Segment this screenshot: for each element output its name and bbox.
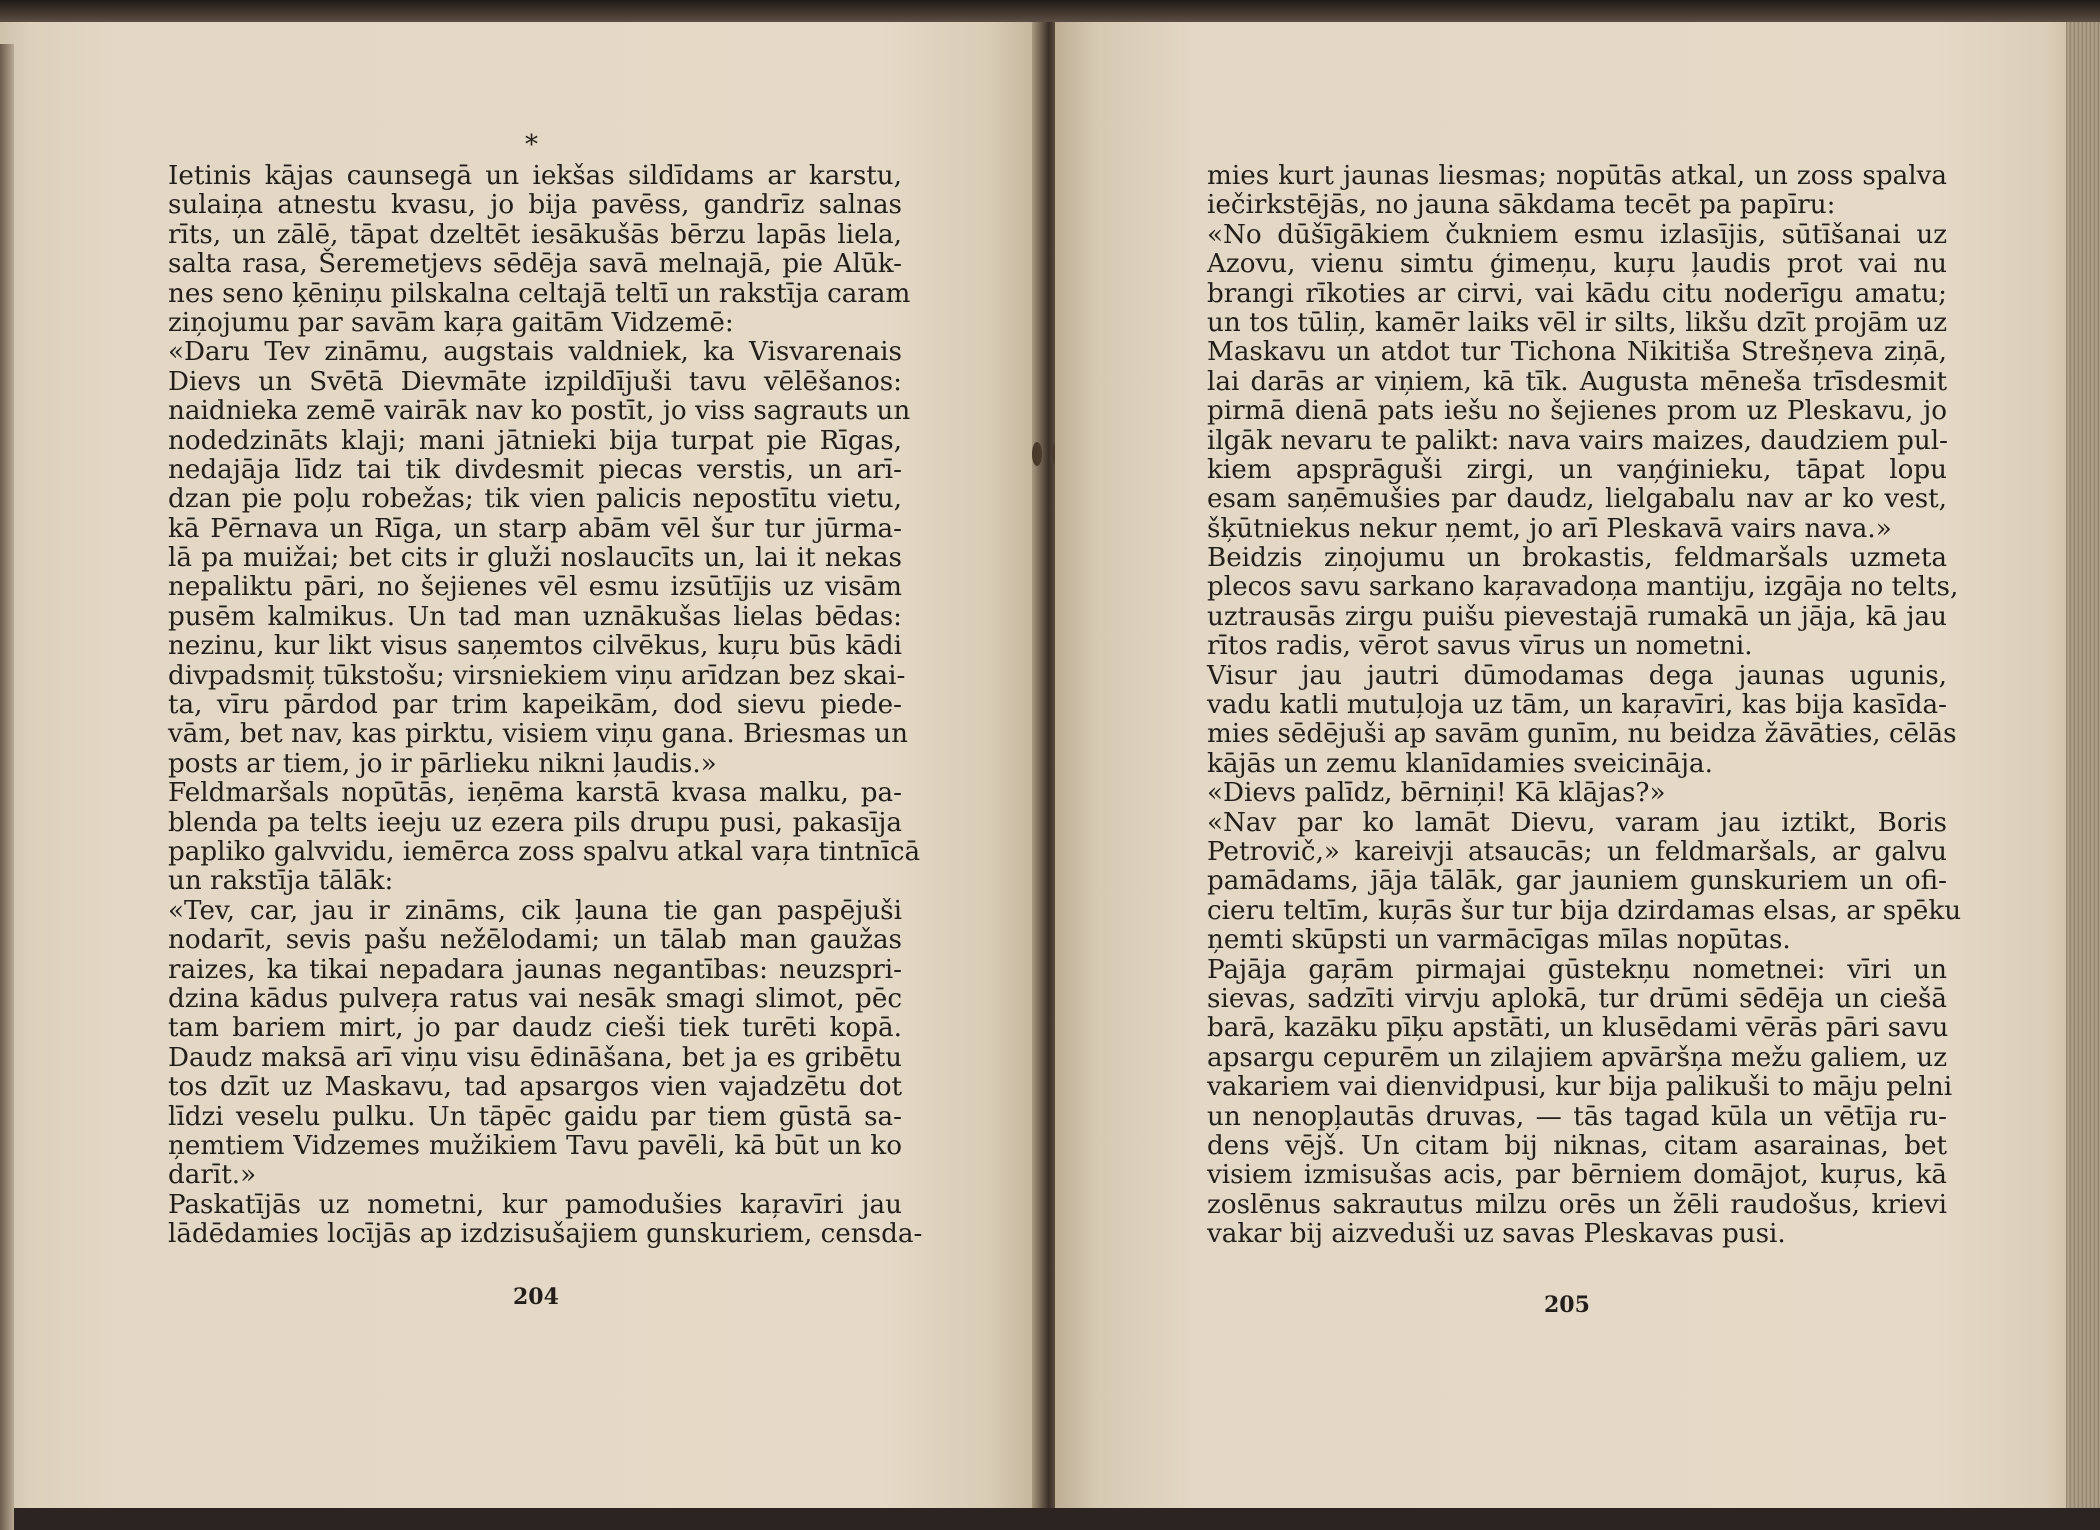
text-line: Visur jau jautri dūmodamas dega jaunas ugunis, bbox=[1207, 660, 1947, 691]
text-line: papliko galvvidu, iemērca zoss spalvu atkal vaŗa tintnīcā bbox=[168, 836, 921, 867]
text-line: Maskavu un atdot tur Tichona Nikitiša Strešņeva ziņā, bbox=[1207, 337, 1947, 368]
text-line: «Nav par ko lamāt Dievu, varam jau iztikt, Boris bbox=[1207, 807, 1947, 838]
right-page-text bbox=[1207, 161, 1962, 1250]
text-line: lā pa muižai; bet cits ir gluži noslaucīts un, lai it nekas bbox=[168, 543, 902, 574]
text-line: dzan pie poļu robežas; tik vien palicis nepostītu vietu, bbox=[168, 484, 902, 515]
text-line: nezinu, kur likt visus saņemtos cilvēkus, kuŗu būs kādi bbox=[168, 631, 902, 662]
text-line: šķūtniekus nekur ņemt, jo arī Pleskavā vairs nava.» bbox=[1207, 513, 1892, 544]
text-line: brangi rīkoties ar cirvi, vai kādu citu noderīgu amatu; bbox=[1207, 278, 1947, 309]
text-line: ņemtiem Vidzemes mužikiem Tavu pavēli, kā būt un ko bbox=[168, 1130, 902, 1161]
text-line: nes seno ķēniņu pilskalna celtajā teltī un rakstīja caram bbox=[168, 278, 911, 309]
right-page bbox=[1055, 22, 2100, 1508]
text-line: ilgāk nevaru te palikt: nava vairs maizes, daudziem pul- bbox=[1207, 425, 1948, 456]
text-line: «No dūšīgākiem čukniem esmu izlasījis, sūtīšanai uz bbox=[1207, 219, 1947, 250]
text-line: mies kurt jaunas liesmas; nopūtās atkal, un zoss spalva bbox=[1207, 161, 1947, 191]
text-line: mies sēdējuši ap savām gunīm, nu beidza žāvāties, cēlās bbox=[1207, 719, 1957, 750]
text-line: blenda pa telts ieeju uz ezera pils drupu pusi, pakasīja bbox=[168, 807, 902, 838]
text-line: pamādams, jāja tālāk, gar jauniem gunskuriem un ofi- bbox=[1207, 866, 1947, 897]
text-line: nodarīt, sevis pašu nežēlodami; un tālab man gaužas bbox=[168, 925, 902, 956]
text-line: Petrovič,» kareivji atsaucās; un feldmaršals, ar galvu bbox=[1207, 836, 1947, 867]
text-line: Feldmaršals nopūtās, ieņēma karstā kvasa malku, pa- bbox=[168, 778, 902, 809]
binding-thread bbox=[1032, 442, 1042, 466]
text-line: lādēdamies locījās ap izdzisušajiem gunskuriem, censda- bbox=[168, 1219, 923, 1250]
text-line: Beidzis ziņojumu un brokastis, feldmaršals uzmeta bbox=[1207, 543, 1947, 574]
text-line: Ietinis kājas caunsegā un iekšas sildīdams ar karstu, bbox=[168, 161, 902, 191]
text-line: tam bariem mirt, jo par daudz cieši tiek turēti kopā. bbox=[168, 1013, 902, 1044]
text-line: cieru teltīm, kuŗās šur tur bija dzirdamas elsas, ar spēku bbox=[1207, 895, 1962, 926]
text-line: Paskatījās uz nometni, kur pamodušies kaŗavīri jau bbox=[168, 1189, 902, 1220]
text-line: pirmā dienā pats iešu no šejienes prom uz Pleskavu, jo bbox=[1207, 396, 1947, 427]
text-line: visiem izmisušas acis, par bērniem domājot, kuŗus, kā bbox=[1207, 1160, 1947, 1191]
text-line: kiem apsprāguši zirgi, un vaņģinieku, tāpat lopu bbox=[1207, 454, 1947, 485]
text-line: ta, vīru pārdod par trim kapeikām, dod sievu piede- bbox=[168, 690, 902, 721]
text-line: rīts, un zālē, tāpat dzeltēt iesākušās bērzu lapās liela, bbox=[168, 219, 902, 250]
text-line: rītos radis, vērot savus vīrus un nometni. bbox=[1207, 631, 1753, 662]
text-line: dens vējš. Un citam bij niknas, citam asarainas, bet bbox=[1207, 1130, 1947, 1161]
page-number-right: 205 bbox=[1544, 1292, 1590, 1318]
text-line: kājās un zemu klanīdamies sveicināja. bbox=[1207, 748, 1713, 779]
section-separator: * bbox=[525, 130, 538, 160]
text-line: Daudz maksā arī viņu visu ēdināšana, bet ja es gribētu bbox=[168, 1042, 902, 1073]
text-line: apsargu cepurēm un zilajiem apvāršņa mežu galiem, uz bbox=[1207, 1042, 1947, 1073]
text-line: un tos tūliņ, kamēr laiks vēl ir silts, likšu dzīt projām uz bbox=[1207, 307, 1947, 338]
text-line: nedajāja līdz tai tik divdesmit piecas verstis, un arī- bbox=[168, 454, 902, 485]
text-line: līdzi veselu pulku. Un tāpēc gaidu par tiem gūstā sa- bbox=[168, 1101, 902, 1132]
text-line: un rakstīja tālāk: bbox=[168, 866, 394, 897]
text-line: un nenopļautās druvas, — tās tagad kūla un vētīja ru- bbox=[1207, 1101, 1947, 1132]
text-line: «Tev, car, jau ir zināms, cik ļauna tie gan paspējuši bbox=[168, 895, 902, 926]
text-line: naidnieka zemē vairāk nav ko postīt, jo viss sagrauts un bbox=[168, 396, 911, 427]
left-page-edge bbox=[0, 44, 14, 1530]
right-page-edge bbox=[2066, 22, 2100, 1508]
text-line: plecos savu sarkano kaŗavadoņa mantiju, izgāja no telts, bbox=[1207, 572, 1959, 603]
text-line: Azovu, vienu simtu ģimeņu, kuŗu ļaudis prot vai nu bbox=[1207, 249, 1947, 280]
page-number-left: 204 bbox=[513, 1284, 559, 1310]
text-line: ziņojumu par savām kaŗa gaitām Vidzemē: bbox=[168, 307, 734, 338]
text-line: vakar bij aizveduši uz savas Pleskavas pusi. bbox=[1207, 1219, 1786, 1250]
text-line: pusēm kalmikus. Un tad man uznākušas lielas bēdas: bbox=[168, 601, 902, 632]
text-line: esam saņēmušies par daudz, lielgabalu nav ar ko vest, bbox=[1207, 484, 1947, 515]
text-line: vakariem vai dienvidpusi, kur bija palikuši to māju pelni bbox=[1207, 1072, 1953, 1103]
text-line: posts ar tiem, jo ir pārlieku nikni ļaudis.» bbox=[168, 748, 717, 779]
text-line: dzina kādus pulveŗa ratus vai nesāk smagi slimot, pēc bbox=[168, 983, 902, 1014]
text-line: nepaliktu pāri, no šejienes vēl esmu izsūtījis uz visām bbox=[168, 572, 902, 603]
left-page-text bbox=[168, 161, 923, 1250]
text-line: «Dievs palīdz, bērniņi! Kā klājas?» bbox=[1207, 778, 1666, 809]
text-line: Pajāja gaŗām pirmajai gūstekņu nometnei: vīri un bbox=[1207, 954, 1947, 985]
text-line: vām, bet nav, kas pirktu, visiem viņu gana. Briesmas un bbox=[168, 719, 908, 750]
text-line: vadu katli mutuļoja uz tām, un kaŗavīri, kas bija kasīda- bbox=[1207, 690, 1947, 721]
left-page bbox=[0, 22, 1040, 1508]
text-line: salta rasa, Šeremetjevs sēdēja savā melnajā, pie Alūk- bbox=[168, 249, 902, 280]
text-line: uztrausās zirgu puišu pievestajā rumakā un jāja, kā jau bbox=[1207, 601, 1947, 632]
text-line: Dievs un Svētā Dievmāte izpildījuši tavu vēlēšanos: bbox=[168, 366, 902, 397]
text-line: darīt.» bbox=[168, 1160, 257, 1191]
text-line: kā Pērnava un Rīga, un starp abām vēl šur tur jūrma- bbox=[168, 513, 902, 544]
text-line: iečirkstējās, no jauna sākdama tecēt pa papīru: bbox=[1207, 190, 1836, 221]
text-line: «Daru Tev zināmu, augstais valdniek, ka Visvarenais bbox=[168, 337, 902, 368]
text-line: lai darās ar viņiem, kā tīk. Augusta mēneša trīsdesmit bbox=[1207, 366, 1947, 397]
text-line: ņemti skūpsti un varmācīgas mīlas nopūtas. bbox=[1207, 925, 1791, 956]
text-line: barā, kazāku pīķu apstāti, un klusēdami vērās pāri savu bbox=[1207, 1013, 1949, 1044]
text-line: divpadsmiț tūkstošu; virsniekiem viņu arīdzan bez skai- bbox=[168, 660, 906, 691]
text-line: sulaiņa atnestu kvasu, jo bija pavēss, gandrīz salnas bbox=[168, 190, 902, 221]
text-line: raizes, ka tikai nepadara jaunas negantības: neuzspri- bbox=[168, 954, 902, 985]
text-line: sievas, sadzīti virvju aplokā, tur drūmi sēdēja un ciešā bbox=[1207, 983, 1947, 1014]
text-line: zoslēnus sakrautus milzu orēs un žēli raudošus, krievi bbox=[1207, 1189, 1947, 1220]
text-line: tos dzīt uz Maskavu, tad apsargos vien vajadzētu dot bbox=[168, 1072, 902, 1103]
text-line: nodedzināts klaji; mani jātnieki bija turpat pie Rīgas, bbox=[168, 425, 902, 456]
